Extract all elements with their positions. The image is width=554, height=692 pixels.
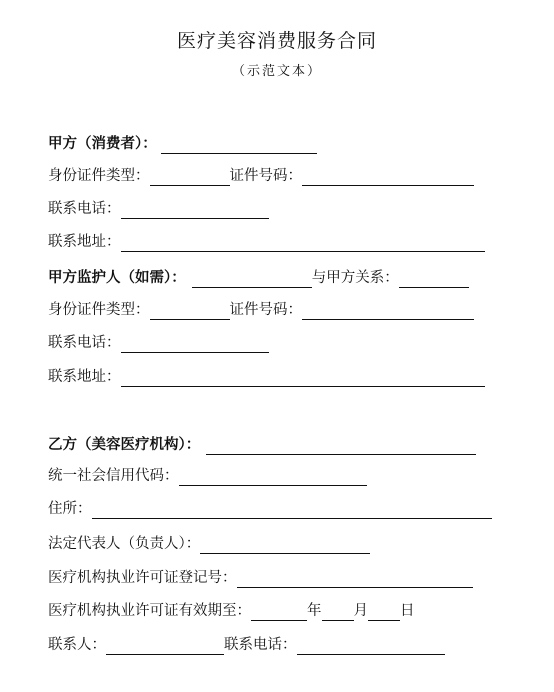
party-a-heading: 甲方（消费者）： <box>48 136 157 152</box>
license-day-field[interactable] <box>368 601 400 621</box>
party-b-credit-code-row <box>48 464 367 486</box>
license-month-field[interactable] <box>322 601 354 621</box>
guardian-id-no-label: 证件号码： <box>229 302 302 318</box>
party-a-id-no-field[interactable] <box>302 166 474 186</box>
party-b-credit-code-label: 统一社会信用代码： <box>48 468 179 484</box>
party-b-heading-row <box>48 433 476 455</box>
party-b-residence-field[interactable] <box>92 499 492 519</box>
party-b-credit-code-field[interactable] <box>179 466 367 486</box>
year-label: 年 <box>307 603 322 619</box>
party-b-license-no-label: 医疗机构执业许可证登记号： <box>48 570 237 586</box>
party-a-address-field[interactable] <box>121 232 485 252</box>
party-a-address-row <box>48 230 485 252</box>
party-a-phone-field[interactable] <box>121 199 269 219</box>
party-b-legal-rep-label: 法定代表人（负责人）： <box>48 536 201 552</box>
day-label: 日 <box>400 603 415 619</box>
party-a-address-label: 联系地址： <box>48 234 121 250</box>
party-b-license-valid-row <box>48 599 415 621</box>
contract-title: 医疗美容消费服务合同 <box>176 30 377 52</box>
party-a-phone-row <box>48 197 269 219</box>
guardian-address-row <box>48 365 485 387</box>
guardian-relation-field[interactable] <box>399 268 469 288</box>
guardian-id-type-label: 身份证件类型： <box>48 302 150 318</box>
party-b-residence-row <box>48 497 492 519</box>
party-b-contact-field[interactable] <box>106 635 224 655</box>
party-b-license-no-row <box>48 566 473 588</box>
month-label: 月 <box>353 603 368 619</box>
guardian-heading: 甲方监护人（如需）： <box>48 270 186 286</box>
party-b-license-no-field[interactable] <box>237 568 473 588</box>
guardian-relation-label: 与甲方关系： <box>311 270 399 286</box>
party-a-id-type-label: 身份证件类型： <box>48 168 150 184</box>
party-b-license-valid-label: 医疗机构执业许可证有效期至： <box>48 603 251 619</box>
guardian-heading-row <box>48 266 469 288</box>
guardian-name-field[interactable] <box>192 268 312 288</box>
party-a-id-row <box>48 164 474 186</box>
party-b-contact-label: 联系人： <box>48 637 106 653</box>
license-year-field[interactable] <box>251 601 307 621</box>
guardian-address-field[interactable] <box>121 367 485 387</box>
contract-subtitle: （示范文本） <box>231 64 322 79</box>
guardian-phone-field[interactable] <box>121 333 269 353</box>
guardian-id-type-field[interactable] <box>150 300 230 320</box>
party-b-residence-label: 住所： <box>48 501 92 517</box>
party-b-name-field[interactable] <box>206 435 476 455</box>
guardian-id-row <box>48 298 474 320</box>
party-a-name-field[interactable] <box>161 134 317 154</box>
party-b-legal-rep-field[interactable] <box>200 534 370 554</box>
guardian-phone-row <box>48 331 269 353</box>
party-b-phone-field[interactable] <box>297 635 445 655</box>
party-b-legal-rep-row <box>48 532 370 554</box>
party-a-id-no-label: 证件号码： <box>229 168 302 184</box>
party-a-id-type-field[interactable] <box>150 166 230 186</box>
guardian-address-label: 联系地址： <box>48 369 121 385</box>
party-b-phone-label: 联系电话： <box>224 637 297 653</box>
party-b-contact-row <box>48 633 445 655</box>
guardian-id-no-field[interactable] <box>302 300 474 320</box>
party-a-phone-label: 联系电话： <box>48 201 121 217</box>
party-b-heading: 乙方（美容医疗机构）： <box>48 437 201 453</box>
party-a-heading-row <box>48 132 317 154</box>
guardian-phone-label: 联系电话： <box>48 335 121 351</box>
